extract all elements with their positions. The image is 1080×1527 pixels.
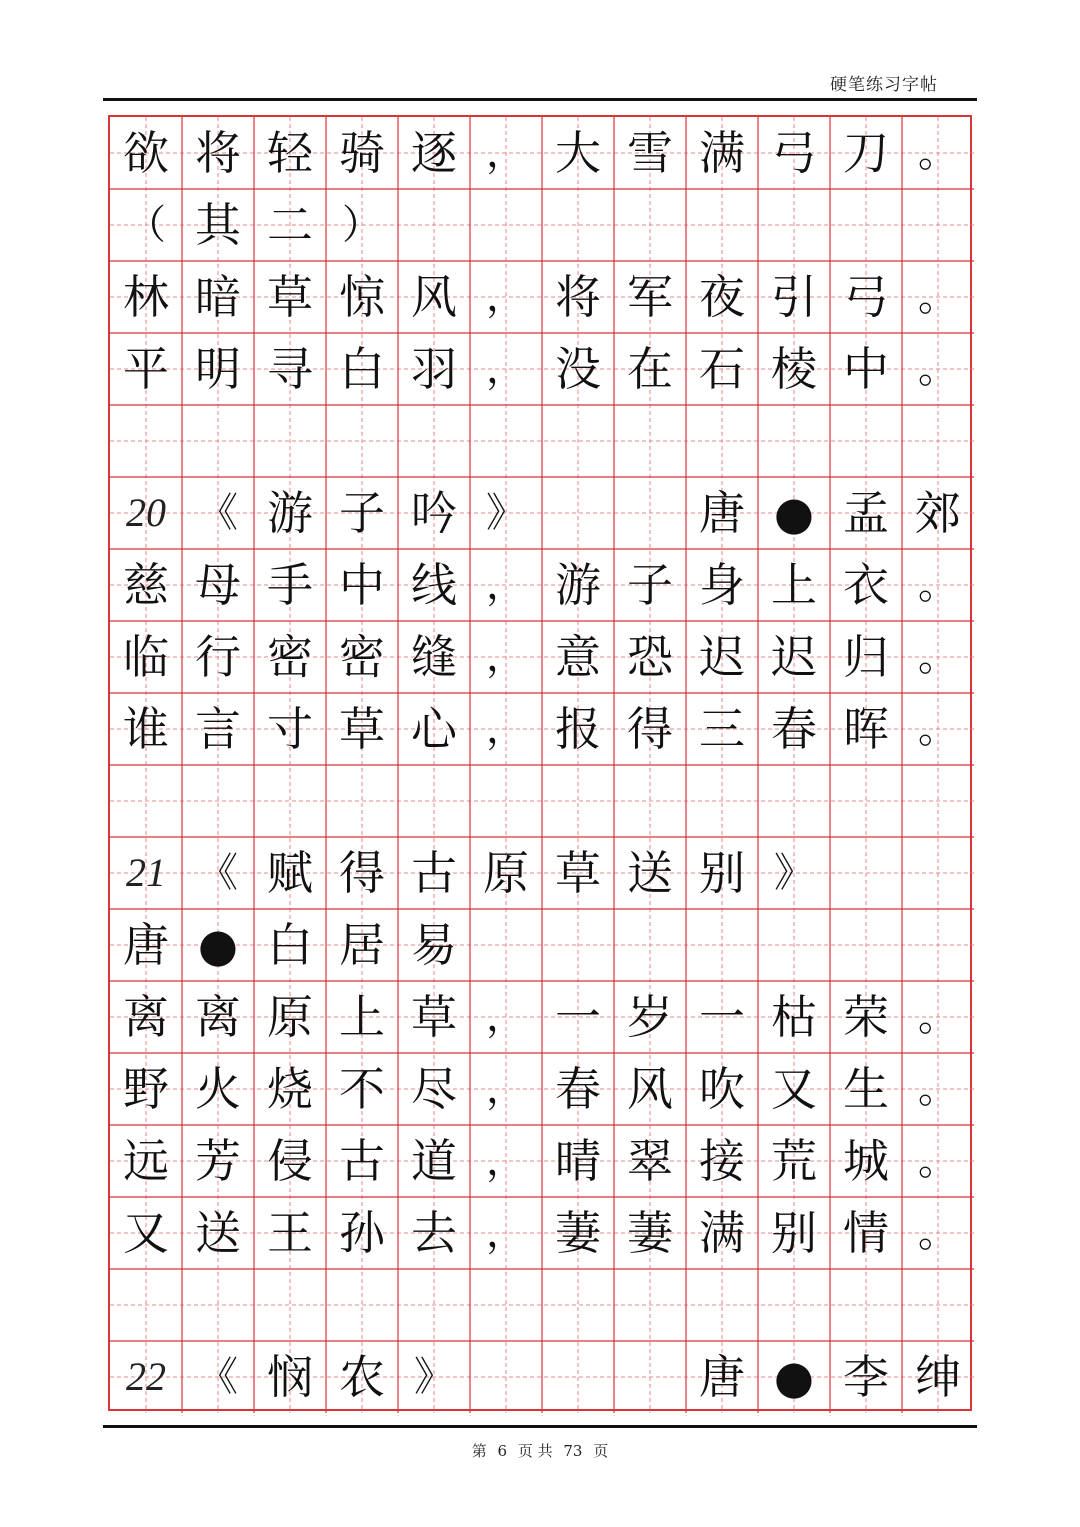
grid-character: 送 bbox=[195, 1206, 241, 1260]
grid-character: 离 bbox=[195, 990, 241, 1044]
grid-cells bbox=[110, 117, 970, 1409]
grid-character: 轻 bbox=[267, 126, 313, 180]
grid-character: 离 bbox=[123, 990, 169, 1044]
grid-character: 衣 bbox=[843, 558, 889, 612]
grid-character: 迟 bbox=[699, 630, 745, 684]
grid-character: 绅 bbox=[915, 1350, 961, 1404]
grid-character: 》 bbox=[486, 490, 526, 536]
grid-character: 大 bbox=[555, 126, 601, 180]
grid-character: 又 bbox=[771, 1062, 817, 1116]
grid-character: 荒 bbox=[771, 1134, 817, 1188]
grid-character: 草 bbox=[411, 990, 457, 1044]
grid-character: 吟 bbox=[411, 486, 457, 540]
grid-character: 野 bbox=[123, 1062, 169, 1116]
grid-character: 恐 bbox=[627, 630, 673, 684]
header-title: 硬笔练习字帖 bbox=[830, 75, 938, 95]
grid-character: 报 bbox=[555, 702, 601, 756]
grid-character: 春 bbox=[771, 702, 817, 756]
grid-character: 又 bbox=[123, 1206, 169, 1260]
grid-character: 棱 bbox=[771, 342, 817, 396]
grid-character: ● bbox=[773, 486, 815, 540]
grid-character: 去 bbox=[411, 1206, 457, 1260]
grid-character: 城 bbox=[843, 1134, 889, 1188]
grid-character: 荣 bbox=[843, 990, 889, 1044]
grid-character: 明 bbox=[195, 342, 241, 396]
grid-character: ） bbox=[342, 202, 382, 248]
grid-character: 行 bbox=[195, 630, 241, 684]
grid-character: 。 bbox=[918, 1210, 958, 1256]
grid-character: ， bbox=[486, 1138, 526, 1184]
grid-character: 晖 bbox=[843, 702, 889, 756]
grid-character: 欲 bbox=[123, 126, 169, 180]
grid-character: 。 bbox=[918, 1066, 958, 1112]
grid-character: ● bbox=[773, 1350, 815, 1404]
grid-character: 平 bbox=[123, 342, 169, 396]
grid-character: 二 bbox=[267, 198, 313, 252]
grid-character: 没 bbox=[555, 342, 601, 396]
grid-character: 上 bbox=[771, 558, 817, 612]
grid-character: 引 bbox=[771, 270, 817, 324]
grid-character: 《 bbox=[198, 1354, 238, 1400]
grid-character: 得 bbox=[339, 846, 385, 900]
grid-character: 军 bbox=[627, 270, 673, 324]
grid-character: 原 bbox=[267, 990, 313, 1044]
grid-character: 其 bbox=[195, 198, 241, 252]
grid-character: 归 bbox=[843, 630, 889, 684]
grid-character: 《 bbox=[198, 850, 238, 896]
grid-character: 密 bbox=[267, 630, 313, 684]
grid-character: 。 bbox=[918, 1138, 958, 1184]
grid-character: ● bbox=[197, 918, 239, 972]
grid-character: 夜 bbox=[699, 270, 745, 324]
grid-character: 。 bbox=[918, 274, 958, 320]
grid-character: 言 bbox=[195, 702, 241, 756]
footer-suffix: 页 bbox=[593, 1442, 609, 1460]
grid-character: 缝 bbox=[411, 630, 457, 684]
grid-character: 意 bbox=[555, 630, 601, 684]
grid-character: 唐 bbox=[123, 918, 169, 972]
grid-character: 易 bbox=[411, 918, 457, 972]
grid-character: 枯 bbox=[771, 990, 817, 1044]
grid-character: ， bbox=[486, 994, 526, 1040]
grid-character: 草 bbox=[339, 702, 385, 756]
grid-character: 李 bbox=[843, 1350, 889, 1404]
grid-character: 林 bbox=[123, 270, 169, 324]
page-footer bbox=[0, 1440, 1080, 1461]
grid-character: 惊 bbox=[339, 270, 385, 324]
grid-character: 古 bbox=[339, 1134, 385, 1188]
grid-character: 烧 bbox=[267, 1062, 313, 1116]
grid-character: 芳 bbox=[195, 1134, 241, 1188]
grid-character: 寸 bbox=[267, 702, 313, 756]
grid-character: 萋 bbox=[555, 1206, 601, 1260]
grid-character: 风 bbox=[411, 270, 457, 324]
grid-character: 王 bbox=[267, 1206, 313, 1260]
grid-character: 居 bbox=[339, 918, 385, 972]
grid-character: ， bbox=[486, 562, 526, 608]
grid-character: 密 bbox=[339, 630, 385, 684]
total-pages: 73 bbox=[563, 1442, 583, 1460]
poem-number: 21 bbox=[126, 850, 166, 895]
grid-character: 远 bbox=[123, 1134, 169, 1188]
grid-character: 三 bbox=[699, 702, 745, 756]
grid-character: 中 bbox=[339, 558, 385, 612]
grid-character: 郊 bbox=[915, 486, 961, 540]
grid-character: 心 bbox=[411, 702, 457, 756]
grid-character: 慈 bbox=[123, 558, 169, 612]
grid-character: 弓 bbox=[771, 126, 817, 180]
grid-character: 风 bbox=[627, 1062, 673, 1116]
poem-number: 20 bbox=[126, 490, 166, 535]
grid-character: 别 bbox=[771, 1206, 817, 1260]
grid-character: ， bbox=[486, 130, 526, 176]
grid-character: 吹 bbox=[699, 1062, 745, 1116]
grid-character: 在 bbox=[627, 342, 673, 396]
grid-character: 翠 bbox=[627, 1134, 673, 1188]
grid-character: ， bbox=[486, 1066, 526, 1112]
grid-character: 萋 bbox=[627, 1206, 673, 1260]
grid-character: 道 bbox=[411, 1134, 457, 1188]
footer-mid: 页 共 bbox=[517, 1442, 553, 1460]
grid-character: 谁 bbox=[123, 702, 169, 756]
grid-character: 游 bbox=[555, 558, 601, 612]
grid-character: 》 bbox=[414, 1354, 454, 1400]
grid-character: 子 bbox=[627, 558, 673, 612]
grid-character: 情 bbox=[843, 1206, 889, 1260]
grid-character: 晴 bbox=[555, 1134, 601, 1188]
grid-character: 线 bbox=[411, 558, 457, 612]
grid-character: 身 bbox=[699, 558, 745, 612]
grid-character: 羽 bbox=[411, 342, 457, 396]
grid-character: 暗 bbox=[195, 270, 241, 324]
grid-character: 悯 bbox=[267, 1350, 313, 1404]
grid-character: 将 bbox=[555, 270, 601, 324]
grid-character: 古 bbox=[411, 846, 457, 900]
grid-character: 子 bbox=[339, 486, 385, 540]
grid-character: 火 bbox=[195, 1062, 241, 1116]
grid-character: 春 bbox=[555, 1062, 601, 1116]
grid-character: 接 bbox=[699, 1134, 745, 1188]
grid-character: 临 bbox=[123, 630, 169, 684]
grid-character: 将 bbox=[195, 126, 241, 180]
grid-character: 孙 bbox=[339, 1206, 385, 1260]
grid-character: 草 bbox=[267, 270, 313, 324]
grid-character: ， bbox=[486, 346, 526, 392]
grid-character: 寻 bbox=[267, 342, 313, 396]
grid-character: 唐 bbox=[699, 1350, 745, 1404]
grid-character: （ bbox=[126, 202, 166, 248]
grid-character: 中 bbox=[843, 342, 889, 396]
grid-character: 别 bbox=[699, 846, 745, 900]
grid-character: 逐 bbox=[411, 126, 457, 180]
grid-character: 送 bbox=[627, 846, 673, 900]
practice-grid bbox=[108, 115, 972, 1411]
grid-character: 弓 bbox=[843, 270, 889, 324]
grid-character: 不 bbox=[339, 1062, 385, 1116]
grid-character: 》 bbox=[774, 850, 814, 896]
grid-character: 满 bbox=[699, 126, 745, 180]
page-number: 6 bbox=[497, 1442, 508, 1460]
grid-character: 满 bbox=[699, 1206, 745, 1260]
grid-character: 侵 bbox=[267, 1134, 313, 1188]
grid-character: 一 bbox=[699, 990, 745, 1044]
grid-character: 。 bbox=[918, 994, 958, 1040]
grid-character: 石 bbox=[699, 342, 745, 396]
grid-character: 孟 bbox=[843, 486, 889, 540]
footer-rule bbox=[103, 1425, 977, 1428]
grid-character: 白 bbox=[267, 918, 313, 972]
grid-character: 游 bbox=[267, 486, 313, 540]
grid-character: 上 bbox=[339, 990, 385, 1044]
grid-character: 雪 bbox=[627, 126, 673, 180]
grid-character: ， bbox=[486, 706, 526, 752]
grid-character: ， bbox=[486, 1210, 526, 1256]
grid-character: 手 bbox=[267, 558, 313, 612]
grid-character: 。 bbox=[918, 130, 958, 176]
grid-character: 赋 bbox=[267, 846, 313, 900]
grid-character: 骑 bbox=[339, 126, 385, 180]
grid-character: 生 bbox=[843, 1062, 889, 1116]
grid-character: 农 bbox=[339, 1350, 385, 1404]
grid-character: 原 bbox=[483, 846, 529, 900]
grid-character: ， bbox=[486, 634, 526, 680]
grid-character: 唐 bbox=[699, 486, 745, 540]
footer-prefix: 第 bbox=[471, 1442, 487, 1460]
grid-character: 尽 bbox=[411, 1062, 457, 1116]
grid-character: 白 bbox=[339, 342, 385, 396]
grid-character: 迟 bbox=[771, 630, 817, 684]
grid-character: 得 bbox=[627, 702, 673, 756]
grid-character: ， bbox=[486, 274, 526, 320]
grid-character: 《 bbox=[198, 490, 238, 536]
grid-character: 刀 bbox=[843, 126, 889, 180]
grid-character: 。 bbox=[918, 706, 958, 752]
grid-character: 岁 bbox=[627, 990, 673, 1044]
grid-character: 。 bbox=[918, 346, 958, 392]
grid-character: 一 bbox=[555, 990, 601, 1044]
grid-character: 。 bbox=[918, 634, 958, 680]
poem-number: 22 bbox=[126, 1354, 166, 1399]
grid-character: 母 bbox=[195, 558, 241, 612]
grid-character: 。 bbox=[918, 562, 958, 608]
header-rule bbox=[103, 98, 977, 101]
grid-character: 草 bbox=[555, 846, 601, 900]
